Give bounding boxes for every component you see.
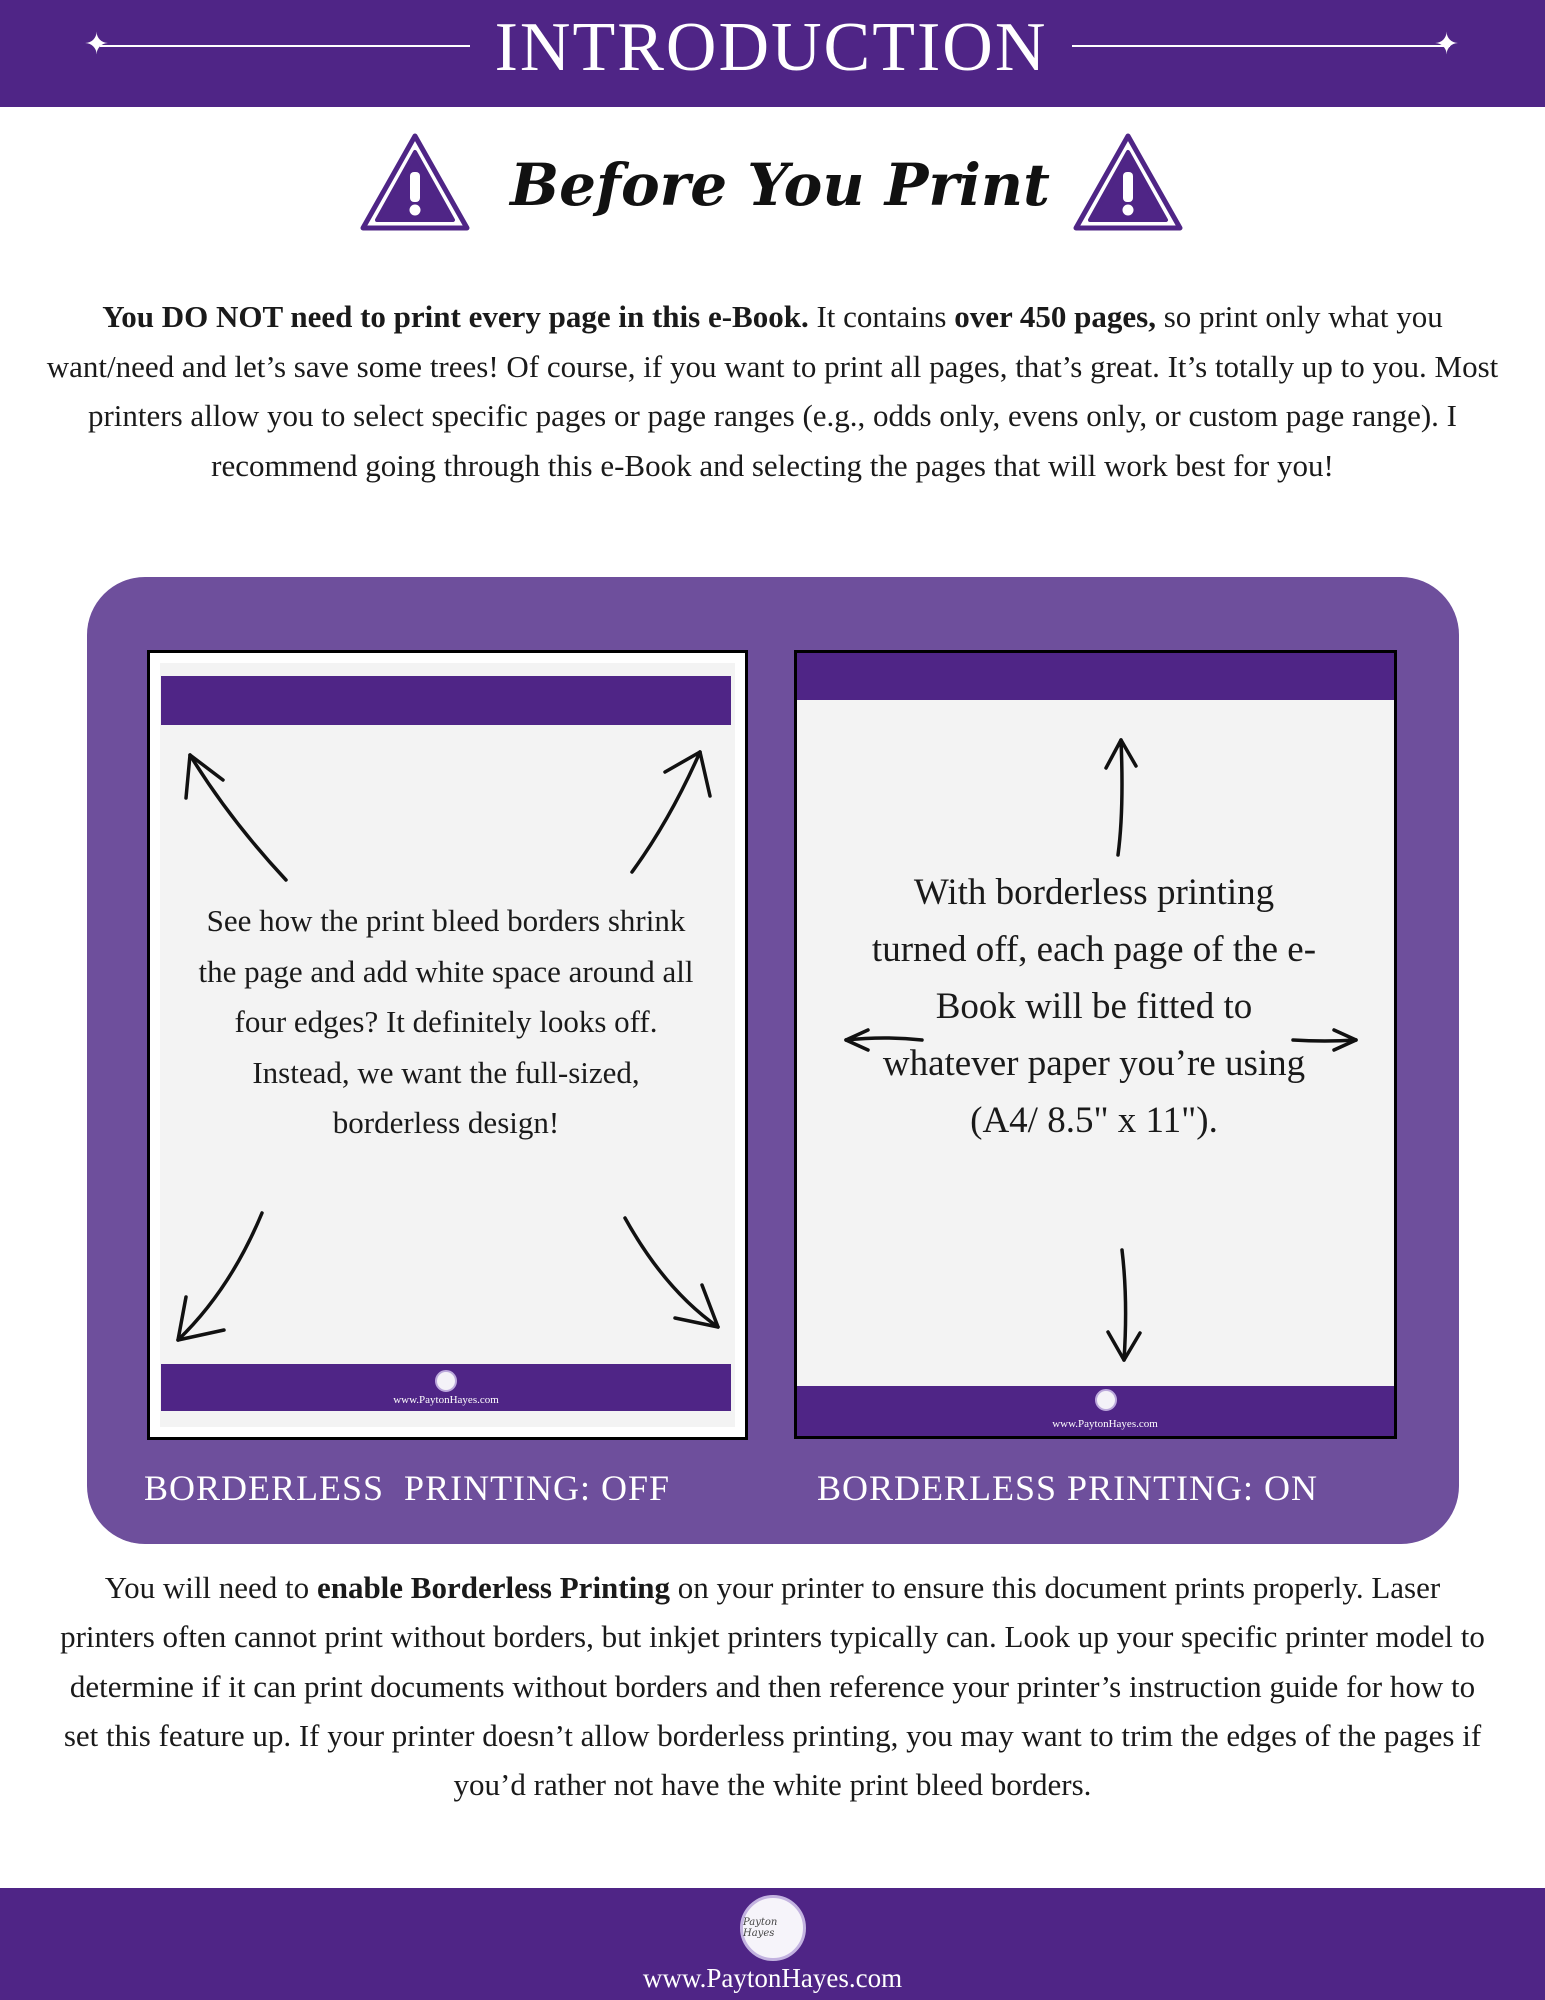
intro-text: It contains: [808, 299, 955, 334]
intro-bold-text: You DO NOT need to print every page in this e-Book.: [102, 299, 809, 334]
intro-bold-text: over 450 pages,: [954, 299, 1156, 334]
logo-icon: [740, 1895, 806, 1961]
example-caption-on: With borderless printing turned off, each page of the e-Book will be fitted to whatever paper you’re using (A4/ 8.5" x 11").: [871, 872, 1317, 1141]
example-footer-url: www.PaytonHayes.com: [1052, 1418, 1158, 1430]
outro-text: You will need to: [104, 1570, 317, 1605]
label-borderless-on: BORDERLESS PRINTING: ON: [817, 1468, 1319, 1508]
arrow-icon: [1106, 740, 1136, 855]
outro-paragraph: [60, 1563, 1485, 1809]
arrow-icon: [178, 1213, 262, 1340]
page-title: INTRODUCTION: [494, 9, 1048, 86]
arrow-icon: [1293, 1030, 1356, 1050]
logo-text: Payton Hayes: [743, 1917, 778, 1939]
arrow-icon: [625, 1218, 718, 1327]
arrow-icon: [186, 755, 286, 880]
example-caption-off: See how the print bleed borders shrink the page and add white space around all four edges? It definitely looks off. Instead, we want the full-sized, borderless design!: [198, 903, 694, 1140]
outro-text: on your printer to ensure this document prints properly. Laser printers often cannot print without borders, but inkjet printers typically can. Look up your specific printer model to determine if it can print documents without borders and then reference your printer’s instruction guide for how to set this feature up. If your printer doesn’t allow borderless printing, you may want to trim the edges of the pages if you’d rather not have the white print bleed borders.: [60, 1570, 1485, 1803]
arrow-icon: [846, 1030, 922, 1050]
example-footer-url: www.PaytonHayes.com: [393, 1394, 499, 1406]
sparkle-icon: ✦: [1434, 27, 1460, 62]
section-heading: Before You Print: [510, 151, 1050, 219]
footer-website-link[interactable]: www.PaytonHayes.com: [642, 1963, 903, 1993]
intro-text: so print only what you want/need and let’s save some trees! Of course, if you want to print all pages, that’s great. It’s totally up to you. Most printers allow you to select specific pages or page ranges (e.g., odds only, evens only, or custom page range). I recommend going through this e-Book and selecting the pages that will work best for you!: [46, 299, 1499, 483]
arrow-icon: [632, 752, 710, 872]
label-borderless-off: BORDERLESS PRINTING: OFF: [144, 1468, 671, 1508]
sparkle-icon: ✦: [84, 27, 110, 62]
arrow-icon: [1108, 1250, 1140, 1360]
outro-bold-text: enable Borderless Printing: [316, 1570, 670, 1605]
